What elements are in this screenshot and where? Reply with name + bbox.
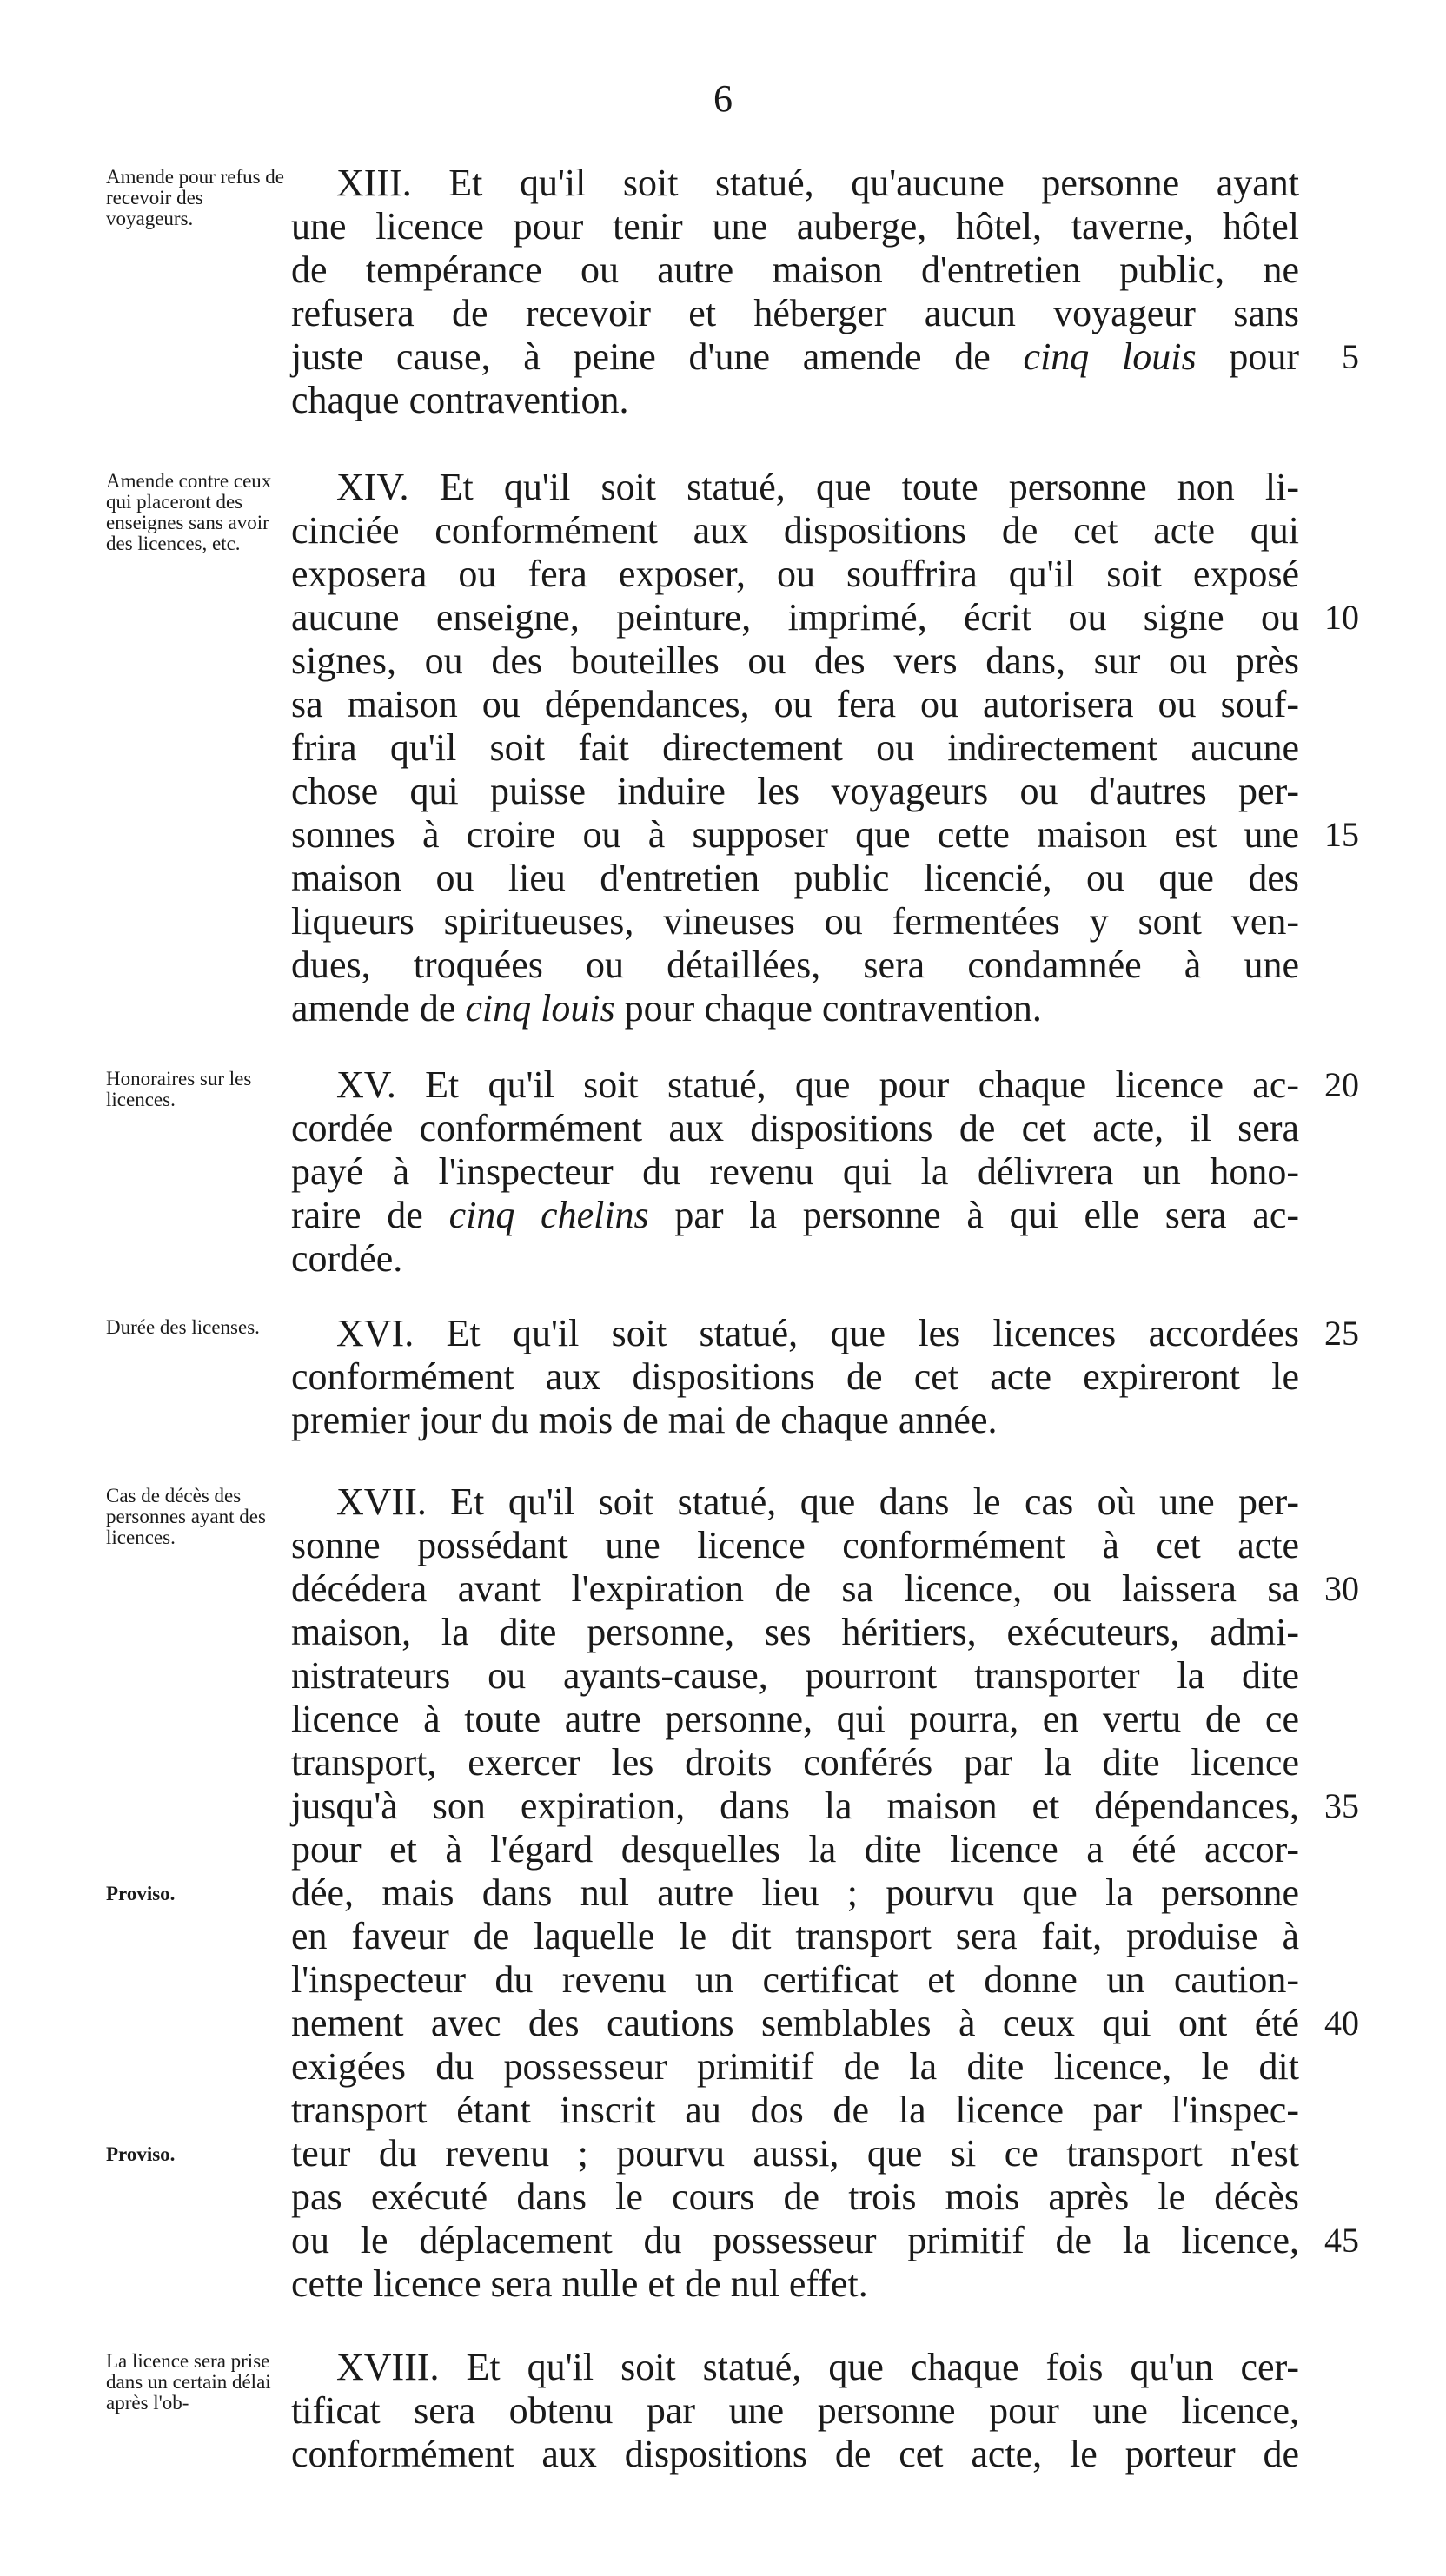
text-line — [0, 1237, 1446, 1281]
line-text: XVI. Et qu'il soit statué, que les licences accordées — [336, 1312, 1299, 1354]
line-text: cette licence sera nulle et de nul effet. — [291, 2262, 868, 2305]
text-line — [0, 292, 1446, 335]
text-line — [0, 944, 1446, 987]
text-line — [0, 1355, 1446, 1399]
line-text: juste cause, à peine d'une amende de cinq louis pour — [291, 335, 1299, 378]
line-number: 30 — [1324, 1569, 1359, 1608]
text-line — [0, 1567, 1446, 1611]
text-line — [0, 2346, 1446, 2389]
line-text: l'inspecteur du revenu un certificat et donne un caution- — [291, 1958, 1299, 2001]
text-line — [0, 1611, 1446, 1654]
line-text: XVIII. Et qu'il soit statué, que chaque fois qu'un cer- — [336, 2346, 1299, 2388]
line-number: 20 — [1324, 1065, 1359, 1104]
text-line — [0, 2002, 1446, 2045]
line-text: licence à toute autre personne, qui pourra, en vertu de ce — [291, 1698, 1299, 1740]
line-text: XIV. Et qu'il soit statué, que toute personne non li- — [336, 466, 1299, 508]
line-text: pas exécuté dans le cours de trois mois après le décès — [291, 2175, 1299, 2218]
line-text: premier jour du mois de mai de chaque année. — [291, 1399, 998, 1441]
text-line — [0, 2262, 1446, 2306]
line-text: sonne possédant une licence conformément à cet acte — [291, 1524, 1299, 1566]
text-line — [0, 1480, 1446, 1524]
text-line — [0, 1741, 1446, 1785]
line-text: exposera ou fera exposer, ou souffrira qu'il soit exposé — [291, 553, 1299, 595]
line-number: 40 — [1324, 2003, 1359, 2043]
text-line — [0, 639, 1446, 683]
text-line — [0, 900, 1446, 944]
page-number: 6 — [713, 77, 733, 120]
text-line — [0, 1828, 1446, 1871]
margin-note: Cas de décès des personnes ayant des licences. — [106, 1485, 266, 1548]
line-text: jusqu'à son expiration, dans la maison et dépendances, — [291, 1785, 1299, 1827]
line-text: conformément aux dispositions de cet acte, le porteur de — [291, 2433, 1299, 2475]
line-text: raire de cinq chelins par la personne à qui elle sera ac- — [291, 1194, 1299, 1236]
text-line — [0, 1150, 1446, 1194]
line-text: pour et à l'égard desquelles la dite licence a été accor- — [291, 1828, 1299, 1871]
italic-amount: cinq chelins — [448, 1194, 649, 1236]
line-text: une licence pour tenir une auberge, hôtel, taverne, hôtel — [291, 205, 1299, 248]
text-line — [0, 248, 1446, 292]
margin-note: La licence sera prise dans un certain délai après l'ob- — [106, 2350, 271, 2414]
text-line — [0, 379, 1446, 422]
text-line — [0, 2089, 1446, 2132]
line-text: chaque contravention. — [291, 379, 629, 421]
line-number: 45 — [1324, 2221, 1359, 2260]
line-text: cordée conformément aux dispositions de cet acte, il sera — [291, 1107, 1299, 1149]
line-text: XIII. Et qu'il soit statué, qu'aucune personne ayant — [336, 162, 1299, 204]
line-text: refusera de recevoir et héberger aucun voyageur sans — [291, 292, 1299, 334]
text-line — [0, 1524, 1446, 1567]
line-text: exigées du possesseur primitif de la dite licence, le dit — [291, 2045, 1299, 2088]
line-text: transport étant inscrit au dos de la licence par l'inspec- — [291, 2089, 1299, 2131]
line-text: chose qui puisse induire les voyageurs ou d'autres per- — [291, 770, 1299, 812]
text-line — [0, 2433, 1446, 2476]
line-text: sa maison ou dépendances, ou fera ou autorisera ou souf- — [291, 683, 1299, 725]
line-text: tificat sera obtenu par une personne pour une licence, — [291, 2389, 1299, 2432]
text-line — [0, 1194, 1446, 1237]
line-text: signes, ou des bouteilles ou des vers dans, sur ou près — [291, 639, 1299, 682]
text-line — [0, 1063, 1446, 1107]
text-line — [0, 2045, 1446, 2089]
line-number: 35 — [1324, 1786, 1359, 1825]
line-text: cordée. — [291, 1237, 403, 1280]
line-number: 25 — [1324, 1314, 1359, 1353]
text-line — [0, 466, 1446, 509]
line-text: teur du revenu ; pourvu aussi, que si ce transport n'est — [291, 2132, 1299, 2175]
line-number: 10 — [1324, 598, 1359, 637]
line-text: dée, mais dans nul autre lieu ; pourvu que la personne — [291, 1871, 1299, 1914]
text-line — [0, 1958, 1446, 2002]
line-text: de tempérance ou autre maison d'entretien public, ne — [291, 248, 1299, 291]
line-text: en faveur de laquelle le dit transport sera fait, produise à — [291, 1915, 1299, 1957]
line-text: ou le déplacement du possesseur primitif de la licence, — [291, 2219, 1299, 2261]
text-line — [0, 553, 1446, 596]
text-line — [0, 205, 1446, 248]
text-line — [0, 2389, 1446, 2433]
line-text: payé à l'inspecteur du revenu qui la délivrera un hono- — [291, 1150, 1299, 1193]
line-text: nement avec des cautions semblables à ceux qui ont été — [291, 2002, 1299, 2044]
text-line — [0, 1915, 1446, 1958]
line-text: conformément aux dispositions de cet acte expireront le — [291, 1355, 1299, 1398]
proviso-note: Proviso. — [106, 1883, 176, 1904]
text-line — [0, 1312, 1446, 1355]
text-line — [0, 2219, 1446, 2262]
line-text: aucune enseigne, peinture, imprimé, écrit ou signe ou — [291, 596, 1299, 639]
text-line — [0, 726, 1446, 770]
line-text: transport, exercer les droits conférés par la dite licence — [291, 1741, 1299, 1784]
text-line — [0, 857, 1446, 900]
line-text: cinciée conformément aux dispositions de cet acte qui — [291, 509, 1299, 552]
text-line — [0, 1698, 1446, 1741]
text-line — [0, 1399, 1446, 1442]
text-line — [0, 770, 1446, 813]
text-line — [0, 1654, 1446, 1698]
italic-amount: cinq louis — [1023, 335, 1197, 378]
text-line — [0, 813, 1446, 857]
line-text: amende de cinq louis pour chaque contravention. — [291, 987, 1042, 1030]
margin-note: Honoraires sur les licences. — [106, 1068, 252, 1110]
line-number: 5 — [1342, 337, 1359, 376]
margin-note: Amende contre ceux qui placeront des enseignes sans avoir des licences, etc. — [106, 470, 272, 554]
text-line — [0, 1107, 1446, 1150]
text-line — [0, 2175, 1446, 2219]
line-text: XVII. Et qu'il soit statué, que dans le cas où une per- — [336, 1480, 1299, 1523]
text-line — [0, 509, 1446, 553]
line-text: XV. Et qu'il soit statué, que pour chaque licence ac- — [336, 1063, 1299, 1106]
text-line — [0, 1871, 1446, 1915]
text-line — [0, 162, 1446, 205]
line-text: liqueurs spiritueuses, vineuses ou fermentées y sont ven- — [291, 900, 1299, 943]
proviso-note: Proviso. — [106, 2143, 176, 2165]
text-line — [0, 683, 1446, 726]
text-line — [0, 335, 1446, 379]
line-text: dues, troquées ou détaillées, sera condamnée à une — [291, 944, 1299, 986]
margin-note: Durée des licenses. — [106, 1316, 260, 1338]
line-text: décédera avant l'expiration de sa licence, ou laissera sa — [291, 1567, 1299, 1610]
line-text: nistrateurs ou ayants-cause, pourront transporter la dite — [291, 1654, 1299, 1697]
text-line — [0, 1785, 1446, 1828]
line-text: sonnes à croire ou à supposer que cette maison est une — [291, 813, 1299, 856]
line-text: maison ou lieu d'entretien public licencié, ou que des — [291, 857, 1299, 899]
text-line — [0, 987, 1446, 1030]
margin-note: Amende pour refus de recevoir des voyageurs. — [106, 166, 285, 229]
italic-amount: cinq louis — [465, 987, 615, 1030]
line-text: maison, la dite personne, ses héritiers, exécuteurs, admi- — [291, 1611, 1299, 1653]
text-line — [0, 596, 1446, 639]
line-text: frira qu'il soit fait directement ou indirectement aucune — [291, 726, 1299, 769]
text-line — [0, 2132, 1446, 2175]
line-number: 15 — [1324, 815, 1359, 854]
